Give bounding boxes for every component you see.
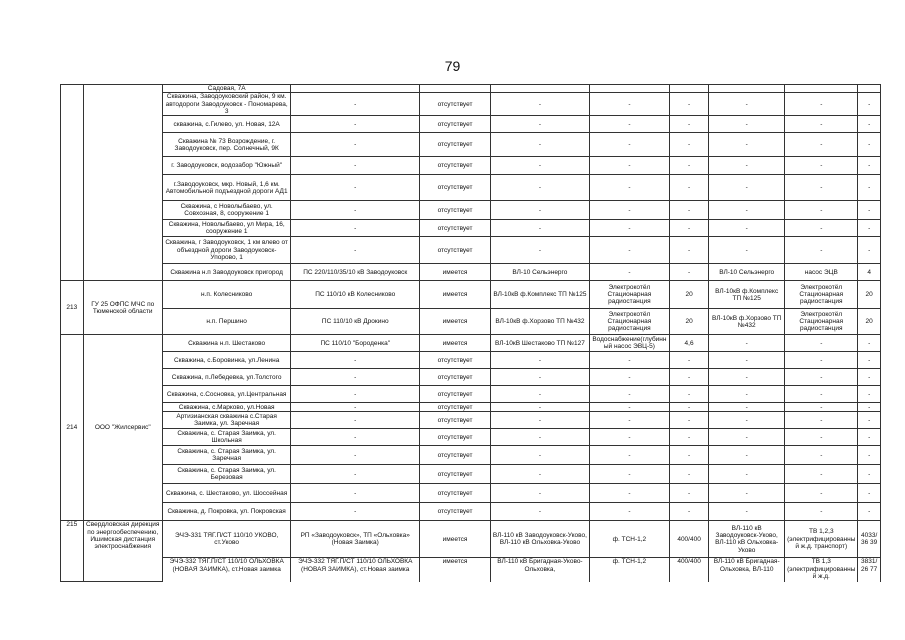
status-cell: имеется (420, 335, 491, 352)
consumer-cell: - (589, 220, 669, 237)
object-cell: Скважина, Заводоуковский район, 9 км. автодороги Заводоуковск - Пономарева, 3 (162, 93, 291, 116)
status-cell: имеется (420, 309, 491, 335)
consumer-cell (589, 85, 669, 93)
table-row (61, 85, 881, 93)
reserve-consumer-cell: - (785, 237, 858, 264)
reserve-consumer-cell: - (785, 503, 858, 521)
table-row (61, 429, 881, 446)
reserve-power-cell: - (858, 465, 881, 484)
reserve-power-cell: - (858, 201, 881, 220)
reserve-consumer-cell: - (785, 352, 858, 369)
row-number-cell: 215 (61, 521, 84, 582)
power-cell: 400/400 (670, 558, 709, 582)
source-cell: - (291, 386, 420, 403)
object-cell: Скважина, п.Лебедевка, ул.Толстого (162, 369, 291, 386)
reserve-power-cell: - (858, 93, 881, 116)
reserve-consumer-cell: Электрокотёл Стационарная радиостанция (785, 309, 858, 335)
source-cell: - (291, 412, 420, 429)
source-cell: - (291, 201, 420, 220)
source-cell: - (291, 93, 420, 116)
reserve-power-cell: 20 (858, 309, 881, 335)
object-cell: г. Заводоуковск, водозабор "Южный" (162, 157, 291, 175)
source-cell: ПС 220/110/35/10 кВ Заводоуковск (291, 264, 420, 281)
table-row (61, 465, 881, 484)
table-row (61, 93, 881, 116)
reserve-power-cell: - (858, 220, 881, 237)
reserve-power-cell: - (858, 157, 881, 175)
source-cell (291, 85, 420, 93)
reserve-power-cell: 3831/26 77 (858, 558, 881, 582)
consumer-cell: ф. ТСН-1,2 (589, 521, 669, 558)
source-cell: - (291, 352, 420, 369)
consumer-cell: - (589, 264, 669, 281)
table-row (61, 309, 881, 335)
reserve-line-cell: - (709, 446, 785, 465)
table-row (61, 264, 881, 281)
status-cell: отсутствует (420, 175, 491, 201)
line-cell: ВЛ-10кВ ф.Хорзово ТП №432 (491, 309, 590, 335)
table-row (61, 175, 881, 201)
source-cell: ЭЧЭ-332 ТЯГ.П/СТ 110/10 ОЛЬХОВКА (НОВАЯ ЗАИМКА), ст.Новая заимка (291, 558, 420, 582)
source-cell: - (291, 220, 420, 237)
reserve-power-cell: 4033/36 39 (858, 521, 881, 558)
line-cell: - (491, 93, 590, 116)
power-cell: - (670, 116, 709, 133)
line-cell: - (491, 220, 590, 237)
reserve-line-cell: - (709, 237, 785, 264)
line-cell: - (491, 412, 590, 429)
object-cell: Скважина, с.Сосновка, ул.Центральная (162, 386, 291, 403)
reserve-consumer-cell: - (785, 116, 858, 133)
line-cell: - (491, 465, 590, 484)
reserve-consumer-cell: - (785, 201, 858, 220)
status-cell: отсутствует (420, 93, 491, 116)
reserve-line-cell: - (709, 175, 785, 201)
consumer-cell: - (589, 484, 669, 503)
line-cell: - (491, 237, 590, 264)
status-cell: отсутствует (420, 484, 491, 503)
source-cell: ПС 110/10 кВ Колесниково (291, 281, 420, 309)
reserve-power-cell: - (858, 484, 881, 503)
reserve-line-cell: - (709, 157, 785, 175)
reserve-power-cell: - (858, 403, 881, 412)
reserve-line-cell: ВЛ-10кВ ф.Комплекс ТП №125 (709, 281, 785, 309)
line-cell: ВЛ-110 кВ Заводоуковск-Уково, ВЛ-110 кВ Ольховка-Уково (491, 521, 590, 558)
consumer-cell: - (589, 412, 669, 429)
line-cell: - (491, 503, 590, 521)
power-cell (670, 85, 709, 93)
reserve-power-cell (858, 85, 881, 93)
status-cell: отсутствует (420, 116, 491, 133)
reserve-line-cell: - (709, 386, 785, 403)
source-cell: ПС 110/10 "Бороденка" (291, 335, 420, 352)
status-cell: отсутствует (420, 352, 491, 369)
table-row (61, 503, 881, 521)
table-row (61, 412, 881, 429)
reserve-line-cell: - (709, 220, 785, 237)
reserve-power-cell: - (858, 116, 881, 133)
status-cell: имеется (420, 281, 491, 309)
status-cell: отсутствует (420, 465, 491, 484)
reserve-power-cell: - (858, 369, 881, 386)
object-cell: г.Заводоуковск, мкр. Новый, 1,6 км. Автомобильной подъездной дороги АД1 (162, 175, 291, 201)
object-cell: Скважина н.п Заводоуковск пригород (162, 264, 291, 281)
consumer-cell: - (589, 157, 669, 175)
status-cell: отсутствует (420, 220, 491, 237)
reserve-line-cell: - (709, 429, 785, 446)
data-table (60, 84, 881, 582)
row-number-cell: 213 (61, 281, 84, 335)
status-cell: отсутствует (420, 503, 491, 521)
object-cell: Скважина н.п. Шестаково (162, 335, 291, 352)
object-cell: ЭЧЭ-332 ТЯГ.П/СТ 110/10 ОЛЬХОВКА (НОВАЯ ЗАИМКА), ст.Новая заимка (162, 558, 291, 582)
reserve-consumer-cell: - (785, 446, 858, 465)
object-cell: Скважина, с.Марково, ул.Новая (162, 403, 291, 412)
object-cell: Скважина, с.Боровинка, ул.Ленина (162, 352, 291, 369)
line-cell: - (491, 429, 590, 446)
line-cell: ВЛ-10кВ ф.Комплекс ТП №125 (491, 281, 590, 309)
source-cell: ПС 110/10 кВ Дрокино (291, 309, 420, 335)
reserve-line-cell (709, 85, 785, 93)
reserve-line-cell: - (709, 369, 785, 386)
line-cell: - (491, 133, 590, 157)
source-cell: - (291, 465, 420, 484)
reserve-line-cell: - (709, 403, 785, 412)
reserve-line-cell: - (709, 412, 785, 429)
reserve-consumer-cell: - (785, 465, 858, 484)
source-cell: - (291, 133, 420, 157)
reserve-consumer-cell (785, 85, 858, 93)
source-cell: - (291, 503, 420, 521)
power-cell: - (670, 237, 709, 264)
status-cell: отсутствует (420, 201, 491, 220)
power-cell: - (670, 175, 709, 201)
reserve-power-cell: - (858, 386, 881, 403)
object-cell: Скважина, г Заводоуковск, 1 км влево от объездной дороги Заводоуковск- Упорово, 1 (162, 237, 291, 264)
table-row (61, 220, 881, 237)
source-cell: - (291, 116, 420, 133)
line-cell: - (491, 403, 590, 412)
line-cell: - (491, 201, 590, 220)
consumer-cell: - (589, 403, 669, 412)
consumer-cell: - (589, 503, 669, 521)
row-number-cell (61, 85, 84, 281)
object-cell: Скважина, с. Старая Заимка, ул. Заречная (162, 446, 291, 465)
line-cell: - (491, 369, 590, 386)
reserve-power-cell: - (858, 352, 881, 369)
line-cell: - (491, 175, 590, 201)
power-cell: - (670, 369, 709, 386)
consumer-cell: - (589, 93, 669, 116)
source-cell: - (291, 403, 420, 412)
reserve-power-cell: - (858, 412, 881, 429)
object-cell: н.п. Першино (162, 309, 291, 335)
status-cell: имеется (420, 521, 491, 558)
source-cell: - (291, 175, 420, 201)
reserve-line-cell: - (709, 93, 785, 116)
consumer-cell: Водоснабжение(глубинный насос ЭВЦ-5) (589, 335, 669, 352)
reserve-consumer-cell: насос ЭЦВ (785, 264, 858, 281)
organization-cell: Свердловская дирекция по энергообеспечению, Ишимская дистанция электроснабжения (83, 521, 162, 582)
table-row (61, 157, 881, 175)
reserve-consumer-cell: - (785, 175, 858, 201)
consumer-cell: - (589, 465, 669, 484)
object-cell: Скважина, д. Покровка, ул. Покровская (162, 503, 291, 521)
organization-cell: ГУ 25 ОФПС МЧС по Тюменской области (83, 281, 162, 335)
source-cell: - (291, 237, 420, 264)
table-row (61, 116, 881, 133)
object-cell: Скважина № 73 Возрождение, г. Заводоуковск, пер. Солнечный, 9К (162, 133, 291, 157)
power-cell: - (670, 201, 709, 220)
consumer-cell: - (589, 201, 669, 220)
reserve-consumer-cell: - (785, 484, 858, 503)
object-cell: Садовая, 7А (162, 85, 291, 93)
consumer-cell: - (589, 237, 669, 264)
power-cell: 20 (670, 309, 709, 335)
organization-cell: ООО "Жилсервис" (83, 335, 162, 521)
reserve-power-cell: - (858, 446, 881, 465)
power-cell: - (670, 220, 709, 237)
status-cell: отсутствует (420, 429, 491, 446)
consumer-cell: - (589, 386, 669, 403)
object-cell: Скважина, с. Старая Заимка, ул. Березовая (162, 465, 291, 484)
source-cell: - (291, 446, 420, 465)
reserve-consumer-cell: ТВ 1,2,3 (электрифицированный ж.д. транспорт) (785, 521, 858, 558)
consumer-cell: ф. ТСН-1,2 (589, 558, 669, 582)
status-cell: отсутствует (420, 157, 491, 175)
status-cell: имеется (420, 264, 491, 281)
reserve-consumer-cell: - (785, 220, 858, 237)
source-cell: - (291, 429, 420, 446)
table-row (61, 403, 881, 412)
reserve-line-cell: - (709, 116, 785, 133)
table-row (61, 335, 881, 352)
table-row (61, 446, 881, 465)
power-cell: - (670, 429, 709, 446)
reserve-line-cell: ВЛ-110 кВ Заводоуковск-Уково, ВЛ-110 кВ Ольховка-Уково (709, 521, 785, 558)
reserve-line-cell: - (709, 335, 785, 352)
consumer-cell: - (589, 446, 669, 465)
power-cell: 20 (670, 281, 709, 309)
line-cell (491, 85, 590, 93)
power-cell: - (670, 403, 709, 412)
reserve-line-cell: - (709, 503, 785, 521)
status-cell: отсутствует (420, 369, 491, 386)
consumer-cell: Электрокотёл Стационарная радиостанция (589, 281, 669, 309)
status-cell: отсутствует (420, 403, 491, 412)
object-cell: Скважина, с. Старая Заимка, ул. Школьная (162, 429, 291, 446)
power-cell: - (670, 446, 709, 465)
organization-cell (83, 85, 162, 281)
table-row (61, 133, 881, 157)
reserve-consumer-cell: - (785, 157, 858, 175)
power-cell: - (670, 386, 709, 403)
reserve-power-cell: - (858, 237, 881, 264)
power-cell: - (670, 264, 709, 281)
line-cell: ВЛ-10 Сельэнерго (491, 264, 590, 281)
line-cell: ВЛ-10кВ Шестаково ТП №127 (491, 335, 590, 352)
page-number: 79 (444, 58, 461, 74)
line-cell: - (491, 352, 590, 369)
power-cell: - (670, 133, 709, 157)
status-cell: отсутствует (420, 412, 491, 429)
reserve-line-cell: - (709, 352, 785, 369)
object-cell: Скважина, Новолыбаево, ул Мира, 16, сооружение 1 (162, 220, 291, 237)
power-cell: - (670, 465, 709, 484)
source-cell: - (291, 369, 420, 386)
reserve-line-cell: - (709, 201, 785, 220)
line-cell: - (491, 116, 590, 133)
reserve-line-cell: - (709, 133, 785, 157)
table-row (61, 201, 881, 220)
power-cell: - (670, 412, 709, 429)
line-cell: ВЛ-110 кВ Бригадная-Уково-Ольховка, (491, 558, 590, 582)
power-cell: - (670, 352, 709, 369)
power-cell: - (670, 93, 709, 116)
reserve-line-cell: ВЛ-10кВ ф.Хорзово ТП №432 (709, 309, 785, 335)
consumer-cell: - (589, 429, 669, 446)
power-cell: 4,6 (670, 335, 709, 352)
line-cell: - (491, 484, 590, 503)
reserve-power-cell: - (858, 335, 881, 352)
object-cell: ЭЧЭ-331 ТЯГ.П/СТ 110/10 УКОВО, ст.Уково (162, 521, 291, 558)
consumer-cell: - (589, 175, 669, 201)
reserve-line-cell: ВЛ-10 Сельэнерго (709, 264, 785, 281)
object-cell: скважина, с.Гилево, ул. Новая, 12А (162, 116, 291, 133)
reserve-consumer-cell: ТВ 1,3 (электрифицированный ж.д. (785, 558, 858, 582)
power-cell: - (670, 484, 709, 503)
source-cell: - (291, 484, 420, 503)
reserve-consumer-cell: - (785, 386, 858, 403)
reserve-consumer-cell: - (785, 403, 858, 412)
reserve-consumer-cell: - (785, 429, 858, 446)
reserve-line-cell: ВЛ-110 кВ Бригадная-Ольховка, ВЛ-110 (709, 558, 785, 582)
reserve-power-cell: - (858, 133, 881, 157)
status-cell: отсутствует (420, 133, 491, 157)
power-cell: 400/400 (670, 521, 709, 558)
table-row (61, 484, 881, 503)
table-row (61, 369, 881, 386)
source-cell: РП «Заводоуковск», ТП «Ольховка» (Новая Заимка) (291, 521, 420, 558)
reserve-line-cell: - (709, 465, 785, 484)
consumer-cell: - (589, 116, 669, 133)
table-row (61, 521, 881, 558)
row-number-cell: 214 (61, 335, 84, 521)
object-cell: Скважина, с Новолыбаево, ул. Совхозная, 8, сооружение 1 (162, 201, 291, 220)
reserve-consumer-cell: - (785, 335, 858, 352)
source-cell: - (291, 157, 420, 175)
status-cell: отсутствует (420, 237, 491, 264)
object-cell: н.п. Колесниково (162, 281, 291, 309)
reserve-consumer-cell: - (785, 369, 858, 386)
reserve-consumer-cell: - (785, 93, 858, 116)
reserve-line-cell: - (709, 484, 785, 503)
reserve-power-cell: - (858, 503, 881, 521)
consumer-cell: - (589, 352, 669, 369)
reserve-power-cell: - (858, 175, 881, 201)
power-cell: - (670, 503, 709, 521)
line-cell: - (491, 157, 590, 175)
status-cell: отсутствует (420, 386, 491, 403)
table-row (61, 281, 881, 309)
reserve-power-cell: 20 (858, 281, 881, 309)
table-row (61, 352, 881, 369)
reserve-power-cell: - (858, 429, 881, 446)
line-cell: - (491, 446, 590, 465)
object-cell: Артизианская скважина с.Старая Заимка, ул. Заречная (162, 412, 291, 429)
status-cell: имеется (420, 558, 491, 582)
consumer-cell: - (589, 369, 669, 386)
table-row (61, 558, 881, 582)
reserve-consumer-cell: - (785, 412, 858, 429)
power-cell: - (670, 157, 709, 175)
status-cell: отсутствует (420, 446, 491, 465)
table-row (61, 237, 881, 264)
consumer-cell: Электрокотёл Стационарная радиостанция (589, 309, 669, 335)
reserve-power-cell: 4 (858, 264, 881, 281)
status-cell (420, 85, 491, 93)
consumer-cell: - (589, 133, 669, 157)
object-cell: Скважина, с. Шестаково, ул. Шоссейная (162, 484, 291, 503)
line-cell: - (491, 386, 590, 403)
reserve-consumer-cell: - (785, 133, 858, 157)
table-row (61, 386, 881, 403)
reserve-consumer-cell: Электрокотёл Стационарная радиостанция (785, 281, 858, 309)
